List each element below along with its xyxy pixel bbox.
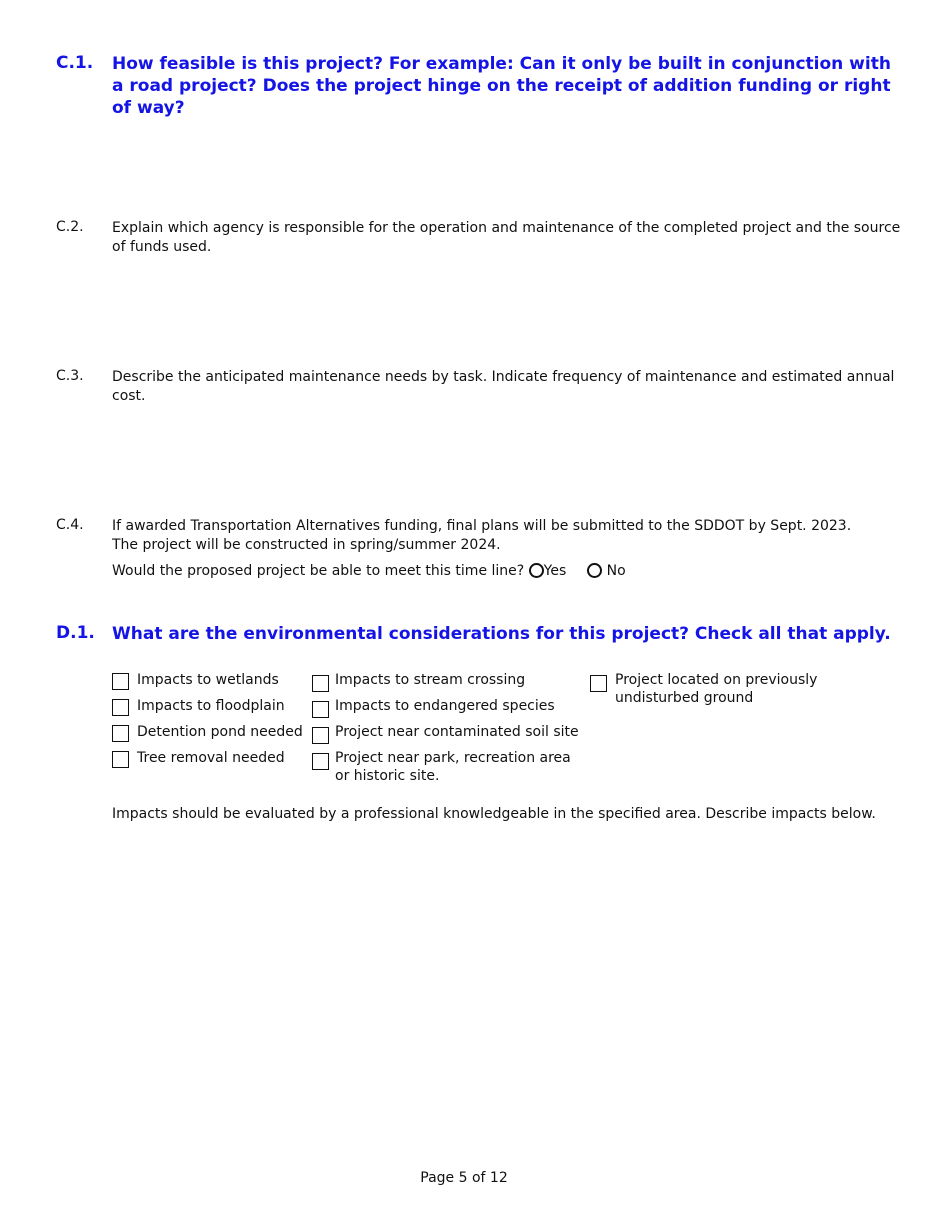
tree-checkbox[interactable] bbox=[112, 751, 129, 768]
species-label: Impacts to endangered species bbox=[335, 698, 555, 714]
c2-number: C.2. bbox=[56, 219, 84, 235]
soil-label: Project near contaminated soil site bbox=[335, 724, 579, 740]
stream-checkbox[interactable] bbox=[312, 675, 329, 692]
c2-question: Explain which agency is responsible for the operation and maintenance of the completed project and the source of funds used. bbox=[112, 220, 901, 255]
c1-number: C.1. bbox=[56, 53, 94, 73]
floodplain-label: Impacts to floodplain bbox=[137, 698, 285, 714]
yes-radio[interactable] bbox=[529, 563, 544, 578]
yes-label: Yes bbox=[543, 563, 567, 579]
c4-line1: If awarded Transportation Alternatives funding, final plans will be submitted to the SDDOT by Sept. 2023. bbox=[112, 518, 852, 534]
no-radio[interactable] bbox=[587, 563, 602, 578]
park-checkbox[interactable] bbox=[312, 753, 329, 770]
d1-question: What are the environmental considerations for this project? Check all that apply. bbox=[112, 624, 891, 644]
c4-line2: The project will be constructed in spring/summer 2024. bbox=[112, 537, 501, 553]
soil-checkbox[interactable] bbox=[312, 727, 329, 744]
c3-number: C.3. bbox=[56, 368, 84, 384]
undisturbed-label: Project located on previously undisturbed ground bbox=[615, 672, 818, 706]
wetlands-checkbox[interactable] bbox=[112, 673, 129, 690]
detention-checkbox[interactable] bbox=[112, 725, 129, 742]
page-number: Page 5 of 12 bbox=[420, 1170, 508, 1186]
c4-timeline-row bbox=[112, 562, 626, 581]
park-label: Project near park, recreation area or historic site. bbox=[335, 750, 571, 784]
d1-number: D.1. bbox=[56, 623, 95, 643]
floodplain-checkbox[interactable] bbox=[112, 699, 129, 716]
c4-number: C.4. bbox=[56, 517, 84, 533]
no-label: No bbox=[606, 563, 626, 579]
c1-question: How feasible is this project? For example: Can it only be built in conjunction with a road project? Does the project hinge on the receipt of addition funding or right of way? bbox=[112, 54, 891, 118]
tree-label: Tree removal needed bbox=[137, 750, 285, 766]
detention-label: Detention pond needed bbox=[137, 724, 303, 740]
species-checkbox[interactable] bbox=[312, 701, 329, 718]
impacts-note: Impacts should be evaluated by a professional knowledgeable in the specified area. Describe impacts below. bbox=[112, 806, 876, 822]
undisturbed-checkbox[interactable] bbox=[590, 675, 607, 692]
wetlands-label: Impacts to wetlands bbox=[137, 672, 279, 688]
c3-question: Describe the anticipated maintenance needs by task. Indicate frequency of maintenance and estimated annual cost. bbox=[112, 369, 895, 404]
stream-label: Impacts to stream crossing bbox=[335, 672, 526, 688]
c4-timeline-question: Would the proposed project be able to meet this time line? bbox=[112, 563, 525, 579]
